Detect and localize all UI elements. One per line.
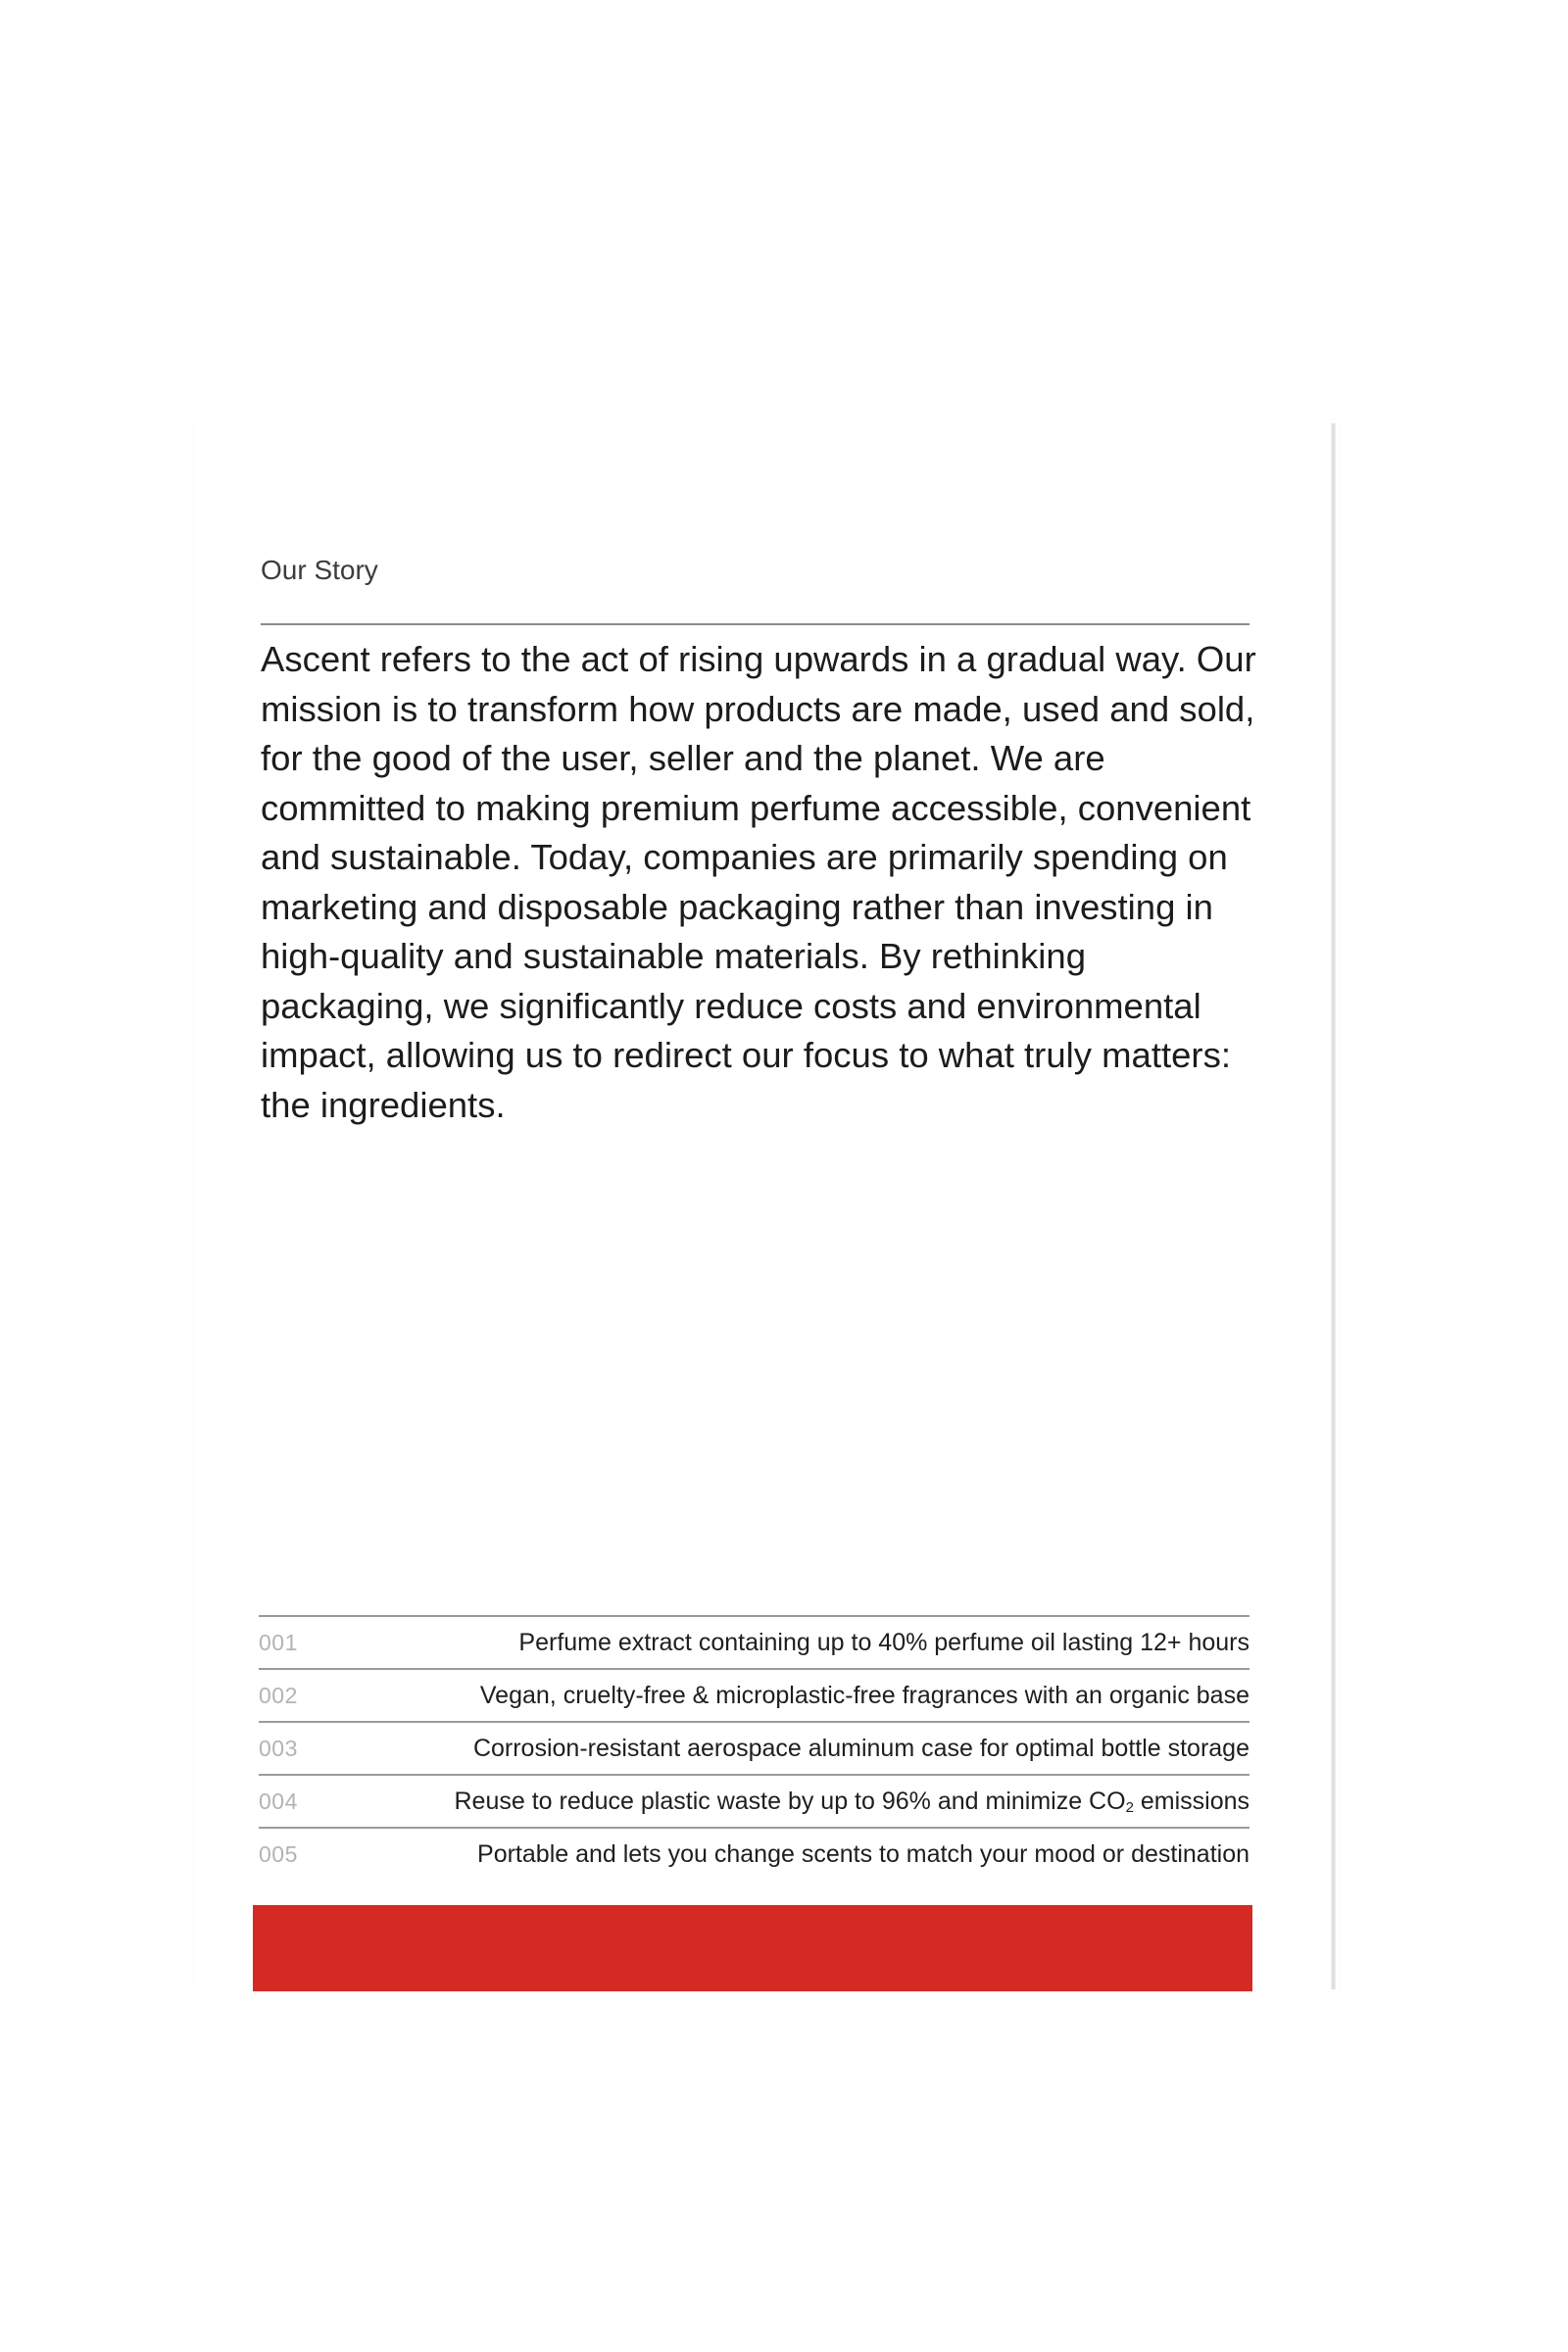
feature-row	[259, 1615, 1250, 1668]
feature-row	[259, 1774, 1250, 1827]
feature-row	[259, 1721, 1250, 1774]
feature-row	[259, 1668, 1250, 1721]
feature-text-end: emissions	[1133, 1787, 1250, 1815]
feature-number: 005	[259, 1840, 298, 1867]
feature-list	[259, 1615, 1250, 1880]
feature-text-main: Reuse to reduce plastic waste by up to 96% and minimize CO	[454, 1787, 1126, 1815]
feature-number: 003	[259, 1735, 298, 1761]
feature-text: Perfume extract containing up to 40% perfume oil lasting 12+ hours	[518, 1628, 1250, 1656]
section-label: Our Story	[261, 555, 378, 585]
feature-number: 001	[259, 1629, 298, 1655]
feature-number: 002	[259, 1682, 298, 1708]
feature-text: Portable and lets you change scents to match your mood or destination	[477, 1839, 1250, 1868]
feature-text: Vegan, cruelty-free & microplastic-free fragrances with an organic base	[479, 1681, 1250, 1709]
card-edge-shadow	[1331, 423, 1336, 1989]
divider	[261, 623, 1250, 625]
feature-text	[455, 1788, 1250, 1816]
story-card	[194, 419, 1339, 1991]
feature-number: 004	[259, 1788, 298, 1814]
story-paragraph: Ascent refers to the act of rising upwards in a gradual way. Our mission is to transform how products are made, used and sold, for the good of the user, seller and the planet. We are committed to making premium perfume accessible, convenient and sustainable. Today, companies are primarily spending on marketing and disposable packaging rather than investing in high-quality and sustainable materials. By rethinking packaging, we significantly reduce costs and environmental impact, allowing us to redirect our focus to what truly matters: the ingredients.	[261, 639, 1256, 1125]
red-accent-band	[253, 1905, 1252, 1991]
feature-row	[259, 1827, 1250, 1880]
feature-text-subscript: 2	[1125, 1798, 1134, 1816]
feature-text: Corrosion-resistant aerospace aluminum case for optimal bottle storage	[472, 1734, 1250, 1762]
